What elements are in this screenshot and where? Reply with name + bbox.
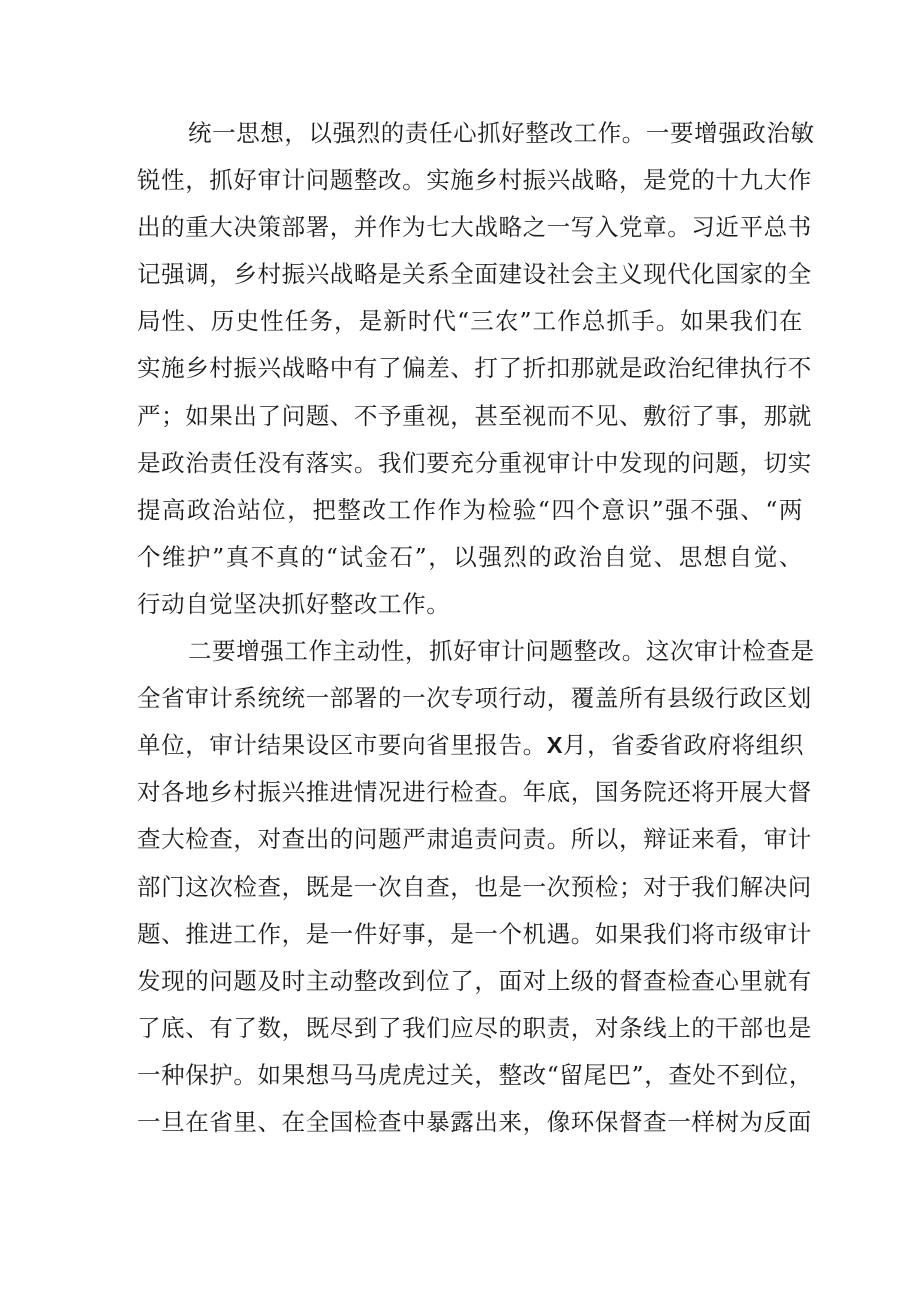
- text-line: 记强调，乡村振兴战略是关系全面建设社会主义现代化国家的全: [137, 260, 812, 289]
- text-segment: 月，省委省政府将组织: [562, 731, 804, 760]
- text-line: 部门这次检查，既是一次自查，也是一次预检；对于我们解决问: [137, 872, 812, 901]
- month-placeholder: X: [546, 732, 563, 759]
- text-line: 一旦在省里、在全国检查中暴露出来，像环保督查一样树为反面: [137, 1107, 812, 1136]
- text-line: 实施乡村振兴战略中有了偏差、打了折扣那就是政治纪律执行不: [137, 354, 812, 383]
- text-line: 提高政治站位，把整改工作作为检验“四个意识”强不强、“两: [137, 495, 803, 524]
- text-line: 一种保护。如果想马马虎虎过关，整改“留尾巴”，查处不到位，: [137, 1060, 813, 1089]
- text-line: 是政治责任没有落实。我们要充分重视审计中发现的问题，切实: [137, 448, 812, 477]
- text-segment: 单位，审计结果设区市要向省里报告。: [137, 731, 547, 760]
- text-line: 查大检查，对查出的问题严肃追责问责。所以，辩证来看，审计: [137, 825, 812, 854]
- text-line: 锐性，抓好审计问题整改。实施乡村振兴战略，是党的十九大作: [137, 166, 812, 195]
- text-line: 局性、历史性任务，是新时代“三农”工作总抓手。如果我们在: [137, 307, 803, 336]
- paragraph-2: [137, 628, 815, 1146]
- document-page: [137, 110, 815, 1146]
- text-line: 行动自觉坚决抓好整改工作。: [137, 589, 451, 618]
- text-line: 发现的问题及时主动整改到位了，面对上级的督查检查心里就有: [137, 966, 812, 995]
- text-line: 二要增强工作主动性，抓好审计问题整改。这次审计检查是: [188, 637, 815, 666]
- text-line: 个维护”真不真的“试金石”，以强烈的政治自觉、思想自觉、: [137, 542, 803, 571]
- text-line: 统一思想，以强烈的责任心抓好整改工作。一要增强政治敏: [188, 119, 815, 147]
- text-line: 严；如果出了问题、不予重视，甚至视而不见、敷衍了事，那就: [137, 401, 812, 430]
- text-line: 全省审计系统统一部署的一次专项行动，覆盖所有县级行政区划: [137, 684, 812, 713]
- paragraph-1: [137, 110, 815, 628]
- text-line: 了底、有了数，既尽到了我们应尽的职责，对条线上的干部也是: [137, 1013, 812, 1042]
- text-line: 出的重大决策部署，并作为七大战略之一写入党章。习近平总书: [137, 213, 812, 242]
- text-line: 对各地乡村振兴推进情况进行检查。年底，国务院还将开展大督: [137, 778, 812, 807]
- text-line: 题、推进工作，是一件好事，是一个机遇。如果我们将市级审计: [137, 919, 812, 948]
- text-line: [137, 722, 803, 769]
